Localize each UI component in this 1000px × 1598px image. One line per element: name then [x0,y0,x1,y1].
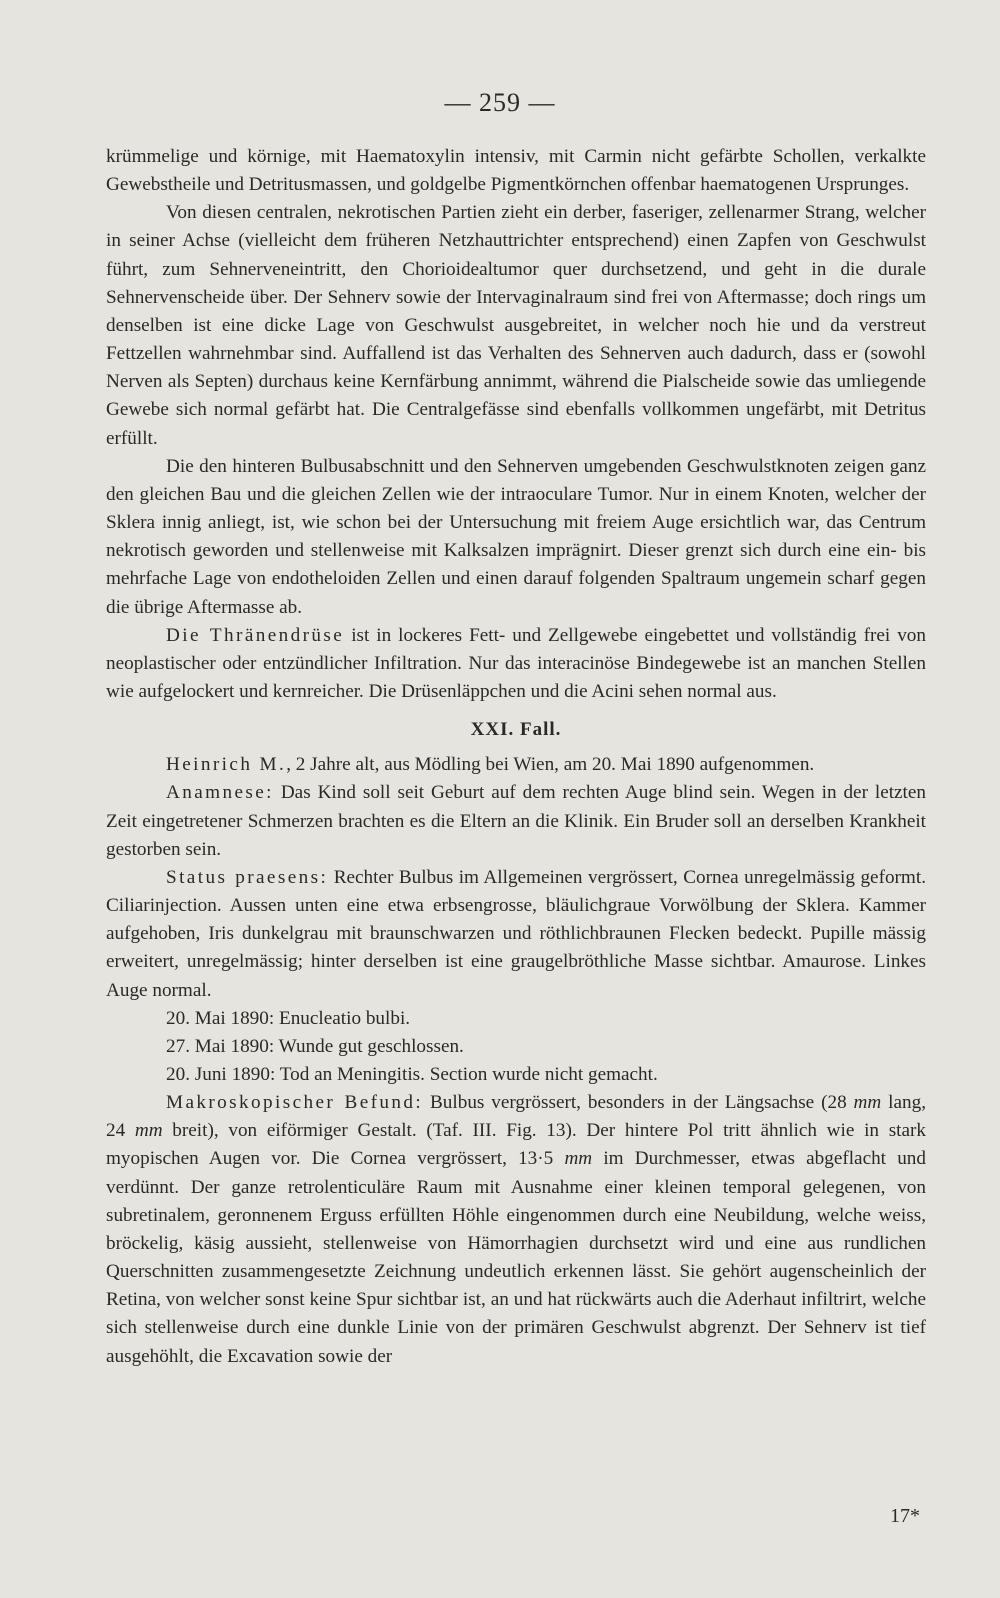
paragraph-text: Das Kind soll seit Geburt auf dem rechten Auge blind sein. Wegen in der letzten Zeit eingetretener Schmerzen brachten es die Eltern an die Klinik. Ein Bruder soll an derselben Krankheit gestorben sein. [106,782,926,860]
paragraph: Von diesen centralen, nekrotischen Partien zieht ein derber, faseriger, zellenarmer Strang, welcher in seiner Achse (vielleicht dem früheren Netzhauttrichter entsprechend) einen Zapfen von Geschwulst führt, zum Sehnerveneintritt, den Chorioidealtumor quer durchsetzend, und geht in die durale Sehnervenscheide über. Der Sehnerv sowie der Intervaginalraum sind frei von Aftermasse; doch rings um denselben ist eine dicke Lage von Geschwulst ausgebreitet, in welcher noch hie und da verstreut Fettzellen wahrnehmbar sind. Auffallend ist das Verhalten des Sehnerven auch dadurch, dass er (sowohl Nerven als Septen) durchaus keine Kernfärbung annimmt, während die Pialscheide sowie das umliegende Gewebe sich normal gefärbt hat. Die Centralgefässe sind ebenfalls vollkommen ungefärbt, mit Detritus erfüllt. [106,202,926,449]
section-heading: XXI. Fall. [470,719,562,741]
spaced-label: Anamnese: [166,782,274,804]
paragraph-text: im Durchmesser, etwas abgeflacht und verdünnt. Der ganze retrolenticuläre Raum mit Ausnahme einer kleinen temporal gelegenen, von subretinalem, geronnenem Erguss erfüllten Höhle eingenommen durch eine Neubildung, welche weiss, bröckelig, käsig aussieht, stellenweise von Hämorrhagien durchsetzt wird und eine aus rundlichen Querschnitten zusammengesetzte Zeichnung undeutlich erkennen lässt. Sie gehört augenscheinlich der Retina, von welcher sonst keine Spur sichtbar ist, an und hat rückwärts auch die Aderhaut infiltrirt, welche sich stellenweise durch eine dunkle Linie von der primären Geschwulst abgrenzt. Der Sehnerv ist tief ausgehöhlt, die Excavation sowie der [106,1148,926,1367]
paragraph: Die den hinteren Bulbusabschnitt und den Sehnerven umgebenden Geschwulstknoten zeigen ganz den gleichen Bau und die gleichen Zellen wie der intraoculare Tumor. Nur in einem Knoten, welcher der Sklera innig anliegt, ist, wie schon bei der Untersuchung mit freiem Auge ersichtlich war, das Centrum nekrotisch geworden und stellenweise mit Kalksalzen imprägnirt. Dieser grenzt sich durch eine ein- bis mehrfache Lage von endotheloiden Zellen und einen darauf folgenden Spaltraum ungemein scharf gegen die übrige Aftermasse ab. [106,455,926,618]
paragraph [106,622,926,706]
unit: mm [564,1148,593,1170]
date-entry: 20. Juni 1890: Tod an Meningitis. Section wurde nicht gemacht. [166,1064,658,1085]
date-entry: 27. Mai 1890: Wunde gut geschlossen. [166,1035,464,1057]
paragraph [106,779,926,863]
spaced-label: Heinrich M. [166,754,287,776]
unit: mm [853,1092,882,1114]
paragraph [106,751,926,779]
paragraph [106,1089,926,1371]
spaced-label: Die Thränendrüse [166,624,345,646]
paragraph-text: Rechter Bulbus im Allgemeinen vergrössert, Cornea unregelmässig geformt. Ciliarinjection. Aussen unten eine etwa erbsengrosse, bläulichgraue Vorwölbung der Sklera. Kammer aufgehoben, Iris dunkelgrau mit braunschwarzen und röthlichbraunen Flecken bedeckt. Pupille mässig erweitert, unregelmässig; hinter derselben ist eine graugelbröthliche Masse sichtbar. Amaurose. Linkes Auge normal. [106,866,926,1001]
body-text [106,143,926,1371]
paragraph [106,864,926,1005]
paragraph-text: lang, 24 [106,1092,926,1142]
page-number: — 259 — [444,88,556,117]
paragraph-text: ist in lockeres Fett- und Zellgewebe eingebettet und vollständig frei von neoplastischer oder entzündlicher Infiltration. Nur das interacinöse Bindegewebe ist an manchen Stellen wie aufgelockert und kernreicher. Die Drüsenläppchen und die Acini sehen normal aus. [106,624,926,702]
paragraph-text: breit), von eiförmiger Gestalt. (Taf. III. Fig. 13). Der hintere Pol tritt ähnlich wie in stark myopischen Augen vor. Die Cornea vergrössert, 13·5 [106,1120,927,1170]
spaced-label: Makroskopischer Befund: [166,1092,424,1114]
signature-mark: 17* [890,1505,920,1527]
date-entry: 20. Mai 1890: Enucleatio bulbi. [166,1007,411,1029]
paragraph: krümmelige und körnige, mit Haematoxylin intensiv, mit Carmin nicht gefärbte Schollen, verkalkte Gewebstheile und Detritusmassen, und goldgelbe Pigmentkörnchen offenbar haematogenen Ursprunges. [106,146,926,196]
paragraph-text: , 2 Jahre alt, aus Mödling bei Wien, am 20. Mai 1890 aufgenommen. [286,754,815,776]
spaced-label: Status praesens: [166,866,329,888]
unit: mm [134,1120,163,1142]
paragraph-text: Bulbus vergrössert, besonders in der Längsachse (28 [423,1092,854,1114]
